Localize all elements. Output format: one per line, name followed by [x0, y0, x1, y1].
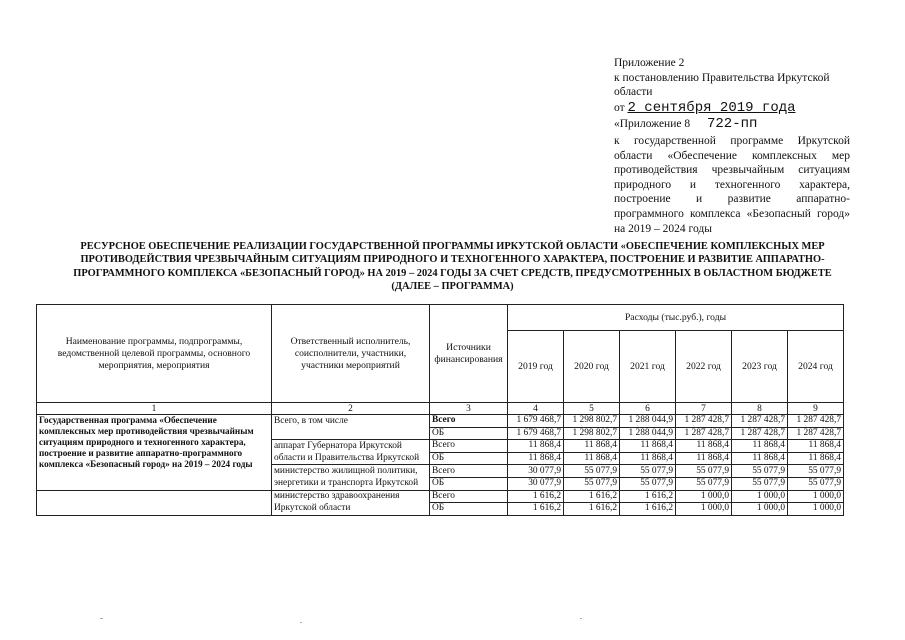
- value-cell: 11 868,4: [676, 440, 732, 453]
- responsible-line: аппарат Губернатора Иркутской: [272, 440, 430, 453]
- source-cell: ОБ: [430, 452, 508, 465]
- date-value: 2 сентября 2019 года: [627, 99, 796, 116]
- value-cell: 1 000,0: [732, 503, 788, 516]
- value-cell: 1 000,0: [788, 503, 844, 516]
- table-row: [37, 490, 844, 503]
- header-responsible: Ответственный исполнитель, соисполнители, участники, участники мероприятий: [272, 305, 430, 403]
- column-number: 2: [272, 403, 430, 415]
- column-number: 9: [788, 403, 844, 415]
- value-cell: 1 287 428,7: [732, 415, 788, 428]
- appendix-body-line: программного комплекса «Безопасный город»: [614, 207, 850, 220]
- value-cell: 1 288 044,9: [620, 427, 676, 440]
- value-cell: 11 868,4: [508, 452, 564, 465]
- appendix-line: Приложение 2: [614, 57, 685, 69]
- appendix-date-line: [614, 101, 850, 116]
- appendix-body-line: на 2019 – 2024 годы: [614, 222, 712, 235]
- column-number: 8: [732, 403, 788, 415]
- value-cell: 55 077,9: [676, 477, 732, 490]
- source-cell: ОБ: [430, 427, 508, 440]
- responsible-line: энергетики и транспорта Иркутской: [272, 477, 430, 490]
- appendix-body-line: построение и развитие аппаратно-: [614, 193, 850, 206]
- source-cell: Всего: [430, 415, 508, 428]
- value-cell: 11 868,4: [508, 440, 564, 453]
- responsible-line: Всего, в том числе: [272, 415, 430, 428]
- value-cell: 1 616,2: [620, 503, 676, 516]
- value-cell: 55 077,9: [732, 477, 788, 490]
- appendix-line: области: [614, 86, 653, 99]
- document-title: РЕСУРСНОЕ ОБЕСПЕЧЕНИЕ РЕАЛИЗАЦИИ ГОСУДАРСТВЕННОЙ ПРОГРАММЫ ИРКУТСКОЙ ОБЛАСТИ «ОБЕСПЕЧЕНИЕ КОМПЛЕКСНЫХ МЕР ПРОТИВОДЕЙСТВИЯ ЧРЕЗВЫЧАЙНЫМ СИТУАЦИЯМ ПРИРОДНОГО И ТЕХНОГЕННОГО ХАРАКТЕРА, ПОСТРОЕНИЕ И РАЗВИТИЕ АППАРАТНО-ПРОГРАММНОГО КОМПЛЕКСА «БЕЗОПАСНЫЙ ГОРОД» НА 2019 – 2024 ГОДЫ ЗА СЧЕТ СРЕДСТВ, ПРЕДУСМОТРЕННЫХ В ОБЛАСТНОМ БЮДЖЕТЕ (ДАЛЕЕ – ПРОГРАММА): [73, 241, 832, 293]
- value-cell: 1 679 468,7: [508, 427, 564, 440]
- responsible-line: области и Правительства Иркутской: [272, 452, 430, 465]
- scan-speck: [100, 618, 103, 619]
- value-cell: 1 616,2: [564, 490, 620, 503]
- column-number-row: [37, 403, 844, 415]
- scan-speck: [300, 622, 302, 623]
- value-cell: 55 077,9: [788, 465, 844, 478]
- value-cell: 1 287 428,7: [676, 415, 732, 428]
- appendix-body-line: противодействия чрезвычайным ситуациям: [614, 164, 850, 177]
- appendix-line: к постановлению Правительства Иркутской: [614, 71, 830, 84]
- source-cell: ОБ: [430, 503, 508, 516]
- header-year: 2024 год: [788, 331, 844, 403]
- value-cell: 11 868,4: [732, 452, 788, 465]
- value-cell: 1 000,0: [676, 490, 732, 503]
- column-number: 7: [676, 403, 732, 415]
- header-year: 2022 год: [676, 331, 732, 403]
- value-cell: 1 287 428,7: [676, 427, 732, 440]
- responsible-line: министерство здравоохранения: [272, 490, 430, 503]
- value-cell: 1 000,0: [676, 503, 732, 516]
- value-cell: 55 077,9: [732, 465, 788, 478]
- source-cell: Всего: [430, 490, 508, 503]
- header-source: Источники финансирования: [430, 305, 508, 403]
- appendix-body-line: к государственной программе Иркутской: [614, 134, 850, 147]
- value-cell: 1 679 468,7: [508, 415, 564, 428]
- value-cell: 11 868,4: [564, 452, 620, 465]
- header-year: 2021 год: [620, 331, 676, 403]
- value-cell: 11 868,4: [732, 440, 788, 453]
- value-cell: 1 298 802,7: [564, 427, 620, 440]
- source-cell: Всего: [430, 465, 508, 478]
- responsible-line: Иркутской области: [272, 503, 430, 516]
- header-year: 2020 год: [564, 331, 620, 403]
- header-year: 2023 год: [732, 331, 788, 403]
- value-cell: 55 077,9: [620, 477, 676, 490]
- appendix-block: [614, 56, 850, 236]
- value-cell: 11 868,4: [788, 440, 844, 453]
- column-number: 5: [564, 403, 620, 415]
- value-cell: 55 077,9: [620, 465, 676, 478]
- scan-speck: [580, 618, 582, 619]
- source-cell: ОБ: [430, 477, 508, 490]
- value-cell: 1 287 428,7: [788, 427, 844, 440]
- value-cell: 30 077,9: [508, 477, 564, 490]
- value-cell: 1 000,0: [788, 490, 844, 503]
- value-cell: 1 616,2: [564, 503, 620, 516]
- column-number: 4: [508, 403, 564, 415]
- header-expenses: Расходы (тыс.руб.), годы: [508, 305, 844, 331]
- responsible-line: министерство жилищной политики,: [272, 465, 430, 478]
- value-cell: 11 868,4: [676, 452, 732, 465]
- table-row: [37, 415, 844, 428]
- appendix-body-line: области «Обеспечение комплексных мер: [614, 149, 850, 162]
- column-number: 1: [37, 403, 272, 415]
- header-year: 2019 год: [508, 331, 564, 403]
- value-cell: 11 868,4: [620, 440, 676, 453]
- value-cell: 55 077,9: [564, 477, 620, 490]
- value-cell: 1 616,2: [620, 490, 676, 503]
- source-cell: Всего: [430, 440, 508, 453]
- header-name: Наименование программы, подпрограммы, ведомственной целевой программы, основного мероприятия, мероприятия: [37, 305, 272, 403]
- column-number: 3: [430, 403, 508, 415]
- document-number: 722-пп: [706, 116, 758, 133]
- date-prefix: от: [614, 101, 625, 114]
- value-cell: 11 868,4: [564, 440, 620, 453]
- value-cell: 1 287 428,7: [788, 415, 844, 428]
- value-cell: 30 077,9: [508, 465, 564, 478]
- appendix-number-line: [614, 117, 850, 132]
- resource-table: [36, 304, 844, 516]
- program-name-continued: [37, 490, 272, 515]
- appendix-body-line: природного и техногенного характера,: [614, 178, 850, 191]
- value-cell: 1 616,2: [508, 490, 564, 503]
- column-number: 6: [620, 403, 676, 415]
- value-cell: 11 868,4: [788, 452, 844, 465]
- value-cell: 55 077,9: [676, 465, 732, 478]
- value-cell: 11 868,4: [620, 452, 676, 465]
- value-cell: 1 616,2: [508, 503, 564, 516]
- value-cell: 55 077,9: [564, 465, 620, 478]
- value-cell: 1 287 428,7: [732, 427, 788, 440]
- quote-line: «Приложение 8: [614, 118, 691, 131]
- value-cell: 55 077,9: [788, 477, 844, 490]
- value-cell: 1 000,0: [732, 490, 788, 503]
- program-name: Государственная программа «Обеспечение комплексных мер противодействия чрезвычайным ситуациям природного и техногенного характера, построение и развитие аппаратно-программного комплекса «Безопасный город» на 2019 – 2024 годы: [37, 415, 272, 491]
- value-cell: 1 298 802,7: [564, 415, 620, 428]
- value-cell: 1 288 044,9: [620, 415, 676, 428]
- responsible-line: [272, 427, 430, 440]
